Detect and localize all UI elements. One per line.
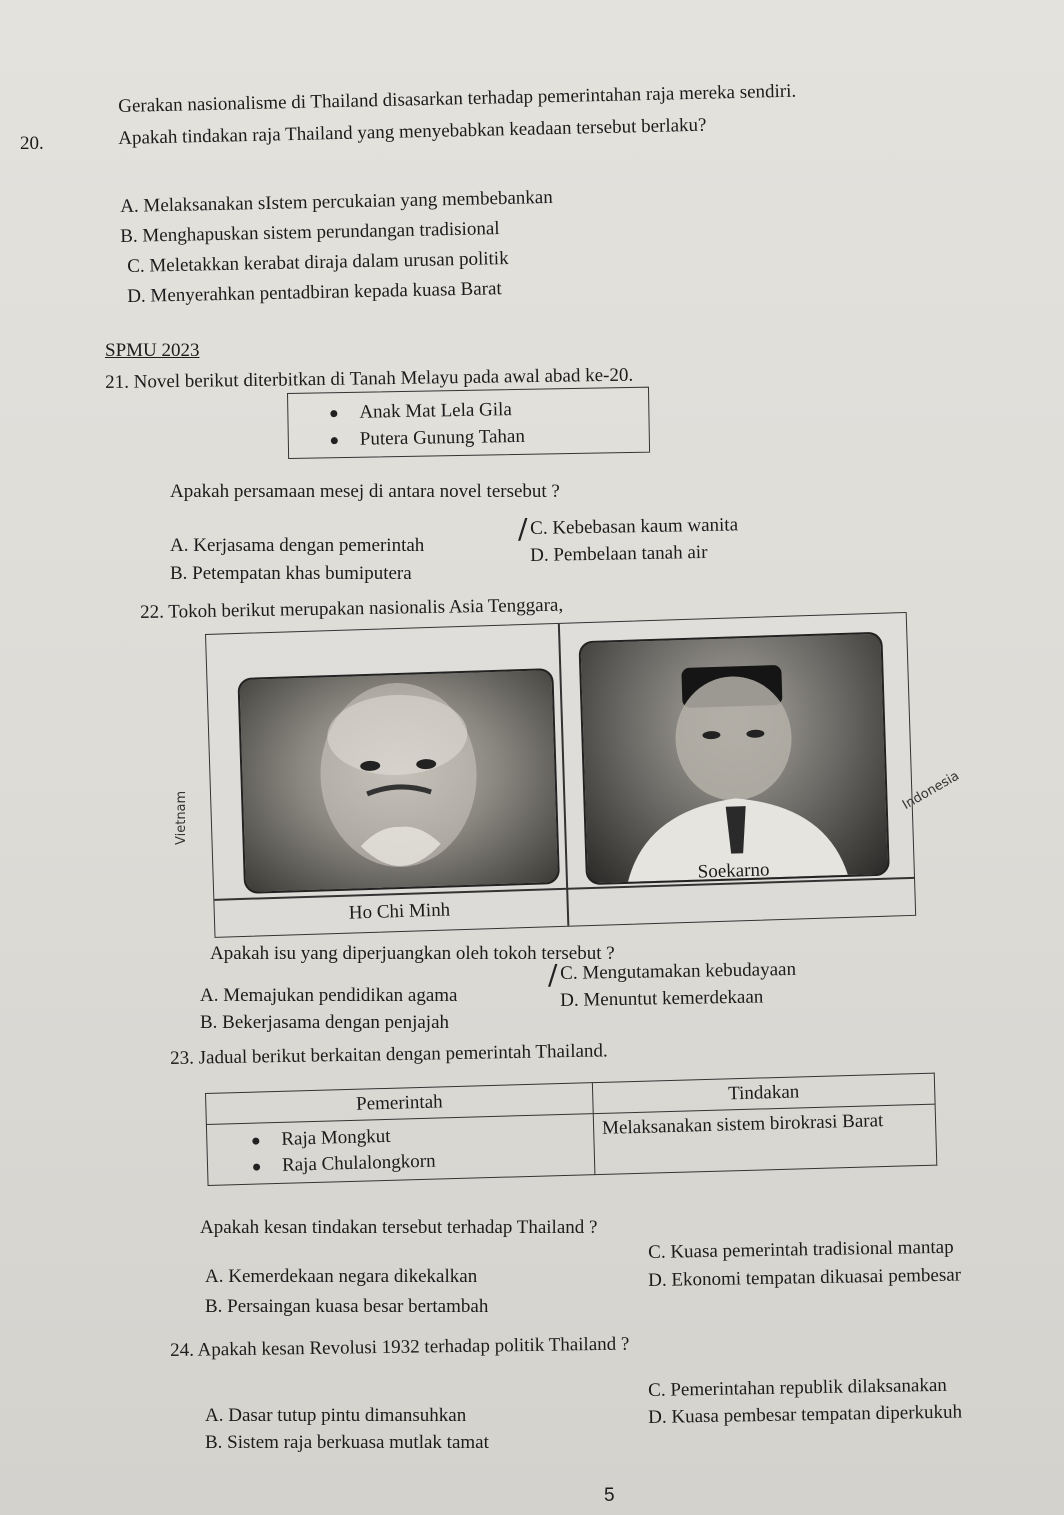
q20-number: 20. bbox=[20, 133, 44, 154]
q20-stem-line2: Apakah tindakan raja Thailand yang menyebabkan keadaan tersebut berlaku? bbox=[118, 114, 707, 149]
check-mark-icon: / bbox=[518, 512, 528, 545]
q22-figure-box bbox=[205, 612, 916, 938]
table-cell-rulers bbox=[206, 1114, 595, 1186]
q24-option-c: C. Pemerintahan republik dilaksanakan bbox=[648, 1374, 947, 1401]
q22-option-a: A. Memajukan pendidikan agama bbox=[200, 985, 458, 1006]
bullet-icon bbox=[330, 410, 337, 417]
handwritten-note-right: Indonesia bbox=[900, 768, 962, 813]
q21-option-c: C. Kebebasan kaum wanita bbox=[530, 514, 739, 539]
ho-chi-minh-portrait-image bbox=[237, 668, 560, 894]
table-header-action: Tindakan bbox=[592, 1073, 935, 1114]
page-number: 5 bbox=[604, 1485, 615, 1506]
q22-stem: 22. Tokoh berikut merupakan nasionalis Asia Tenggara, bbox=[140, 594, 564, 623]
bullet-icon bbox=[331, 437, 338, 444]
q22-option-b: B. Bekerjasama dengan penjajah bbox=[200, 1012, 450, 1033]
q21-novel-2-title: Putera Gunung Tahan bbox=[359, 425, 526, 450]
q22-option-d: D. Menuntut kemerdekaan bbox=[560, 986, 764, 1011]
q20-stem-line1: Gerakan nasionalisme di Thailand disasarkan terhadap pemerintahan raja mereka sendiri. bbox=[118, 80, 797, 117]
ruler-2-name: Raja Chulalongkorn bbox=[281, 1150, 436, 1176]
q20-option-b: B. Menghapuskan sistem perundangan tradisional bbox=[120, 218, 500, 247]
figure-divider bbox=[558, 624, 569, 926]
q23-option-b: B. Persaingan kuasa besar bertambah bbox=[205, 1296, 489, 1317]
portrait-right-icon bbox=[580, 634, 887, 883]
table-header-ruler: Pemerintah bbox=[206, 1083, 594, 1125]
q21-question: Apakah persamaan mesej di antara novel tersebut ? bbox=[170, 481, 560, 502]
q23-option-d: D. Ekonomi tempatan dikuasai pembesar bbox=[648, 1264, 962, 1291]
q23-option-c: C. Kuasa pemerintah tradisional mantap bbox=[648, 1236, 954, 1263]
q23-question: Apakah kesan tindakan tersebut terhadap Thailand ? bbox=[200, 1217, 598, 1238]
q24-stem: 24. Apakah kesan Revolusi 1932 terhadap politik Thailand ? bbox=[170, 1333, 630, 1361]
portrait-left-icon bbox=[239, 670, 558, 892]
q21-novel-1-title: Anak Mat Lela Gila bbox=[359, 399, 512, 423]
q20-option-a: A. Melaksanakan sIstem percukaian yang membebankan bbox=[120, 186, 553, 217]
q23-table bbox=[205, 1073, 937, 1186]
q21-option-d: D. Pembelaan tanah air bbox=[530, 541, 708, 566]
bullet-icon bbox=[253, 1164, 260, 1171]
q22-option-c: C. Mengutamakan kebudayaan bbox=[560, 958, 797, 984]
q21-novel-1 bbox=[330, 399, 512, 424]
q22-question: Apakah isu yang diperjuangkan oleh tokoh tersebut ? bbox=[210, 943, 615, 964]
handwritten-note-left: Vietnam bbox=[174, 790, 189, 845]
q24-option-a: A. Dasar tutup pintu dimansuhkan bbox=[205, 1405, 467, 1426]
bullet-icon bbox=[252, 1138, 259, 1145]
q21-stem: 21. Novel berikut diterbitkan di Tanah Melayu pada awal abad ke-20. bbox=[105, 364, 634, 393]
q24-option-d: D. Kuasa pembesar tempatan diperkukuh bbox=[648, 1401, 963, 1428]
q21-novel-2 bbox=[331, 426, 525, 451]
q21-option-b: B. Petempatan khas bumiputera bbox=[170, 563, 412, 584]
q20-option-d: D. Menyerahkan pentadbiran kepada kuasa Barat bbox=[127, 278, 502, 307]
q22-caption-left: Ho Chi Minh bbox=[348, 899, 451, 924]
table-cell-action: Melaksanakan sistem birokrasi Barat bbox=[593, 1104, 937, 1175]
q21-novel-box bbox=[287, 387, 650, 459]
q24-option-b: B. Sistem raja berkuasa mutlak tamat bbox=[205, 1432, 489, 1453]
ruler-1-name: Raja Mongkut bbox=[281, 1125, 391, 1150]
q20-option-c: C. Meletakkan kerabat diraja dalam urusan politik bbox=[127, 248, 509, 277]
source-label: SPMU 2023 bbox=[105, 340, 200, 361]
q23-option-a: A. Kemerdekaan negara dikekalkan bbox=[205, 1266, 478, 1287]
q21-option-a: A. Kerjasama dengan pemerintah bbox=[170, 535, 425, 556]
q22-caption-right: Soekarno bbox=[697, 859, 770, 883]
check-mark-icon: / bbox=[548, 958, 558, 991]
soekarno-portrait-image bbox=[578, 632, 890, 885]
q23-stem: 23. Jadual berikut berkaitan dengan pemerintah Thailand. bbox=[170, 1040, 608, 1069]
